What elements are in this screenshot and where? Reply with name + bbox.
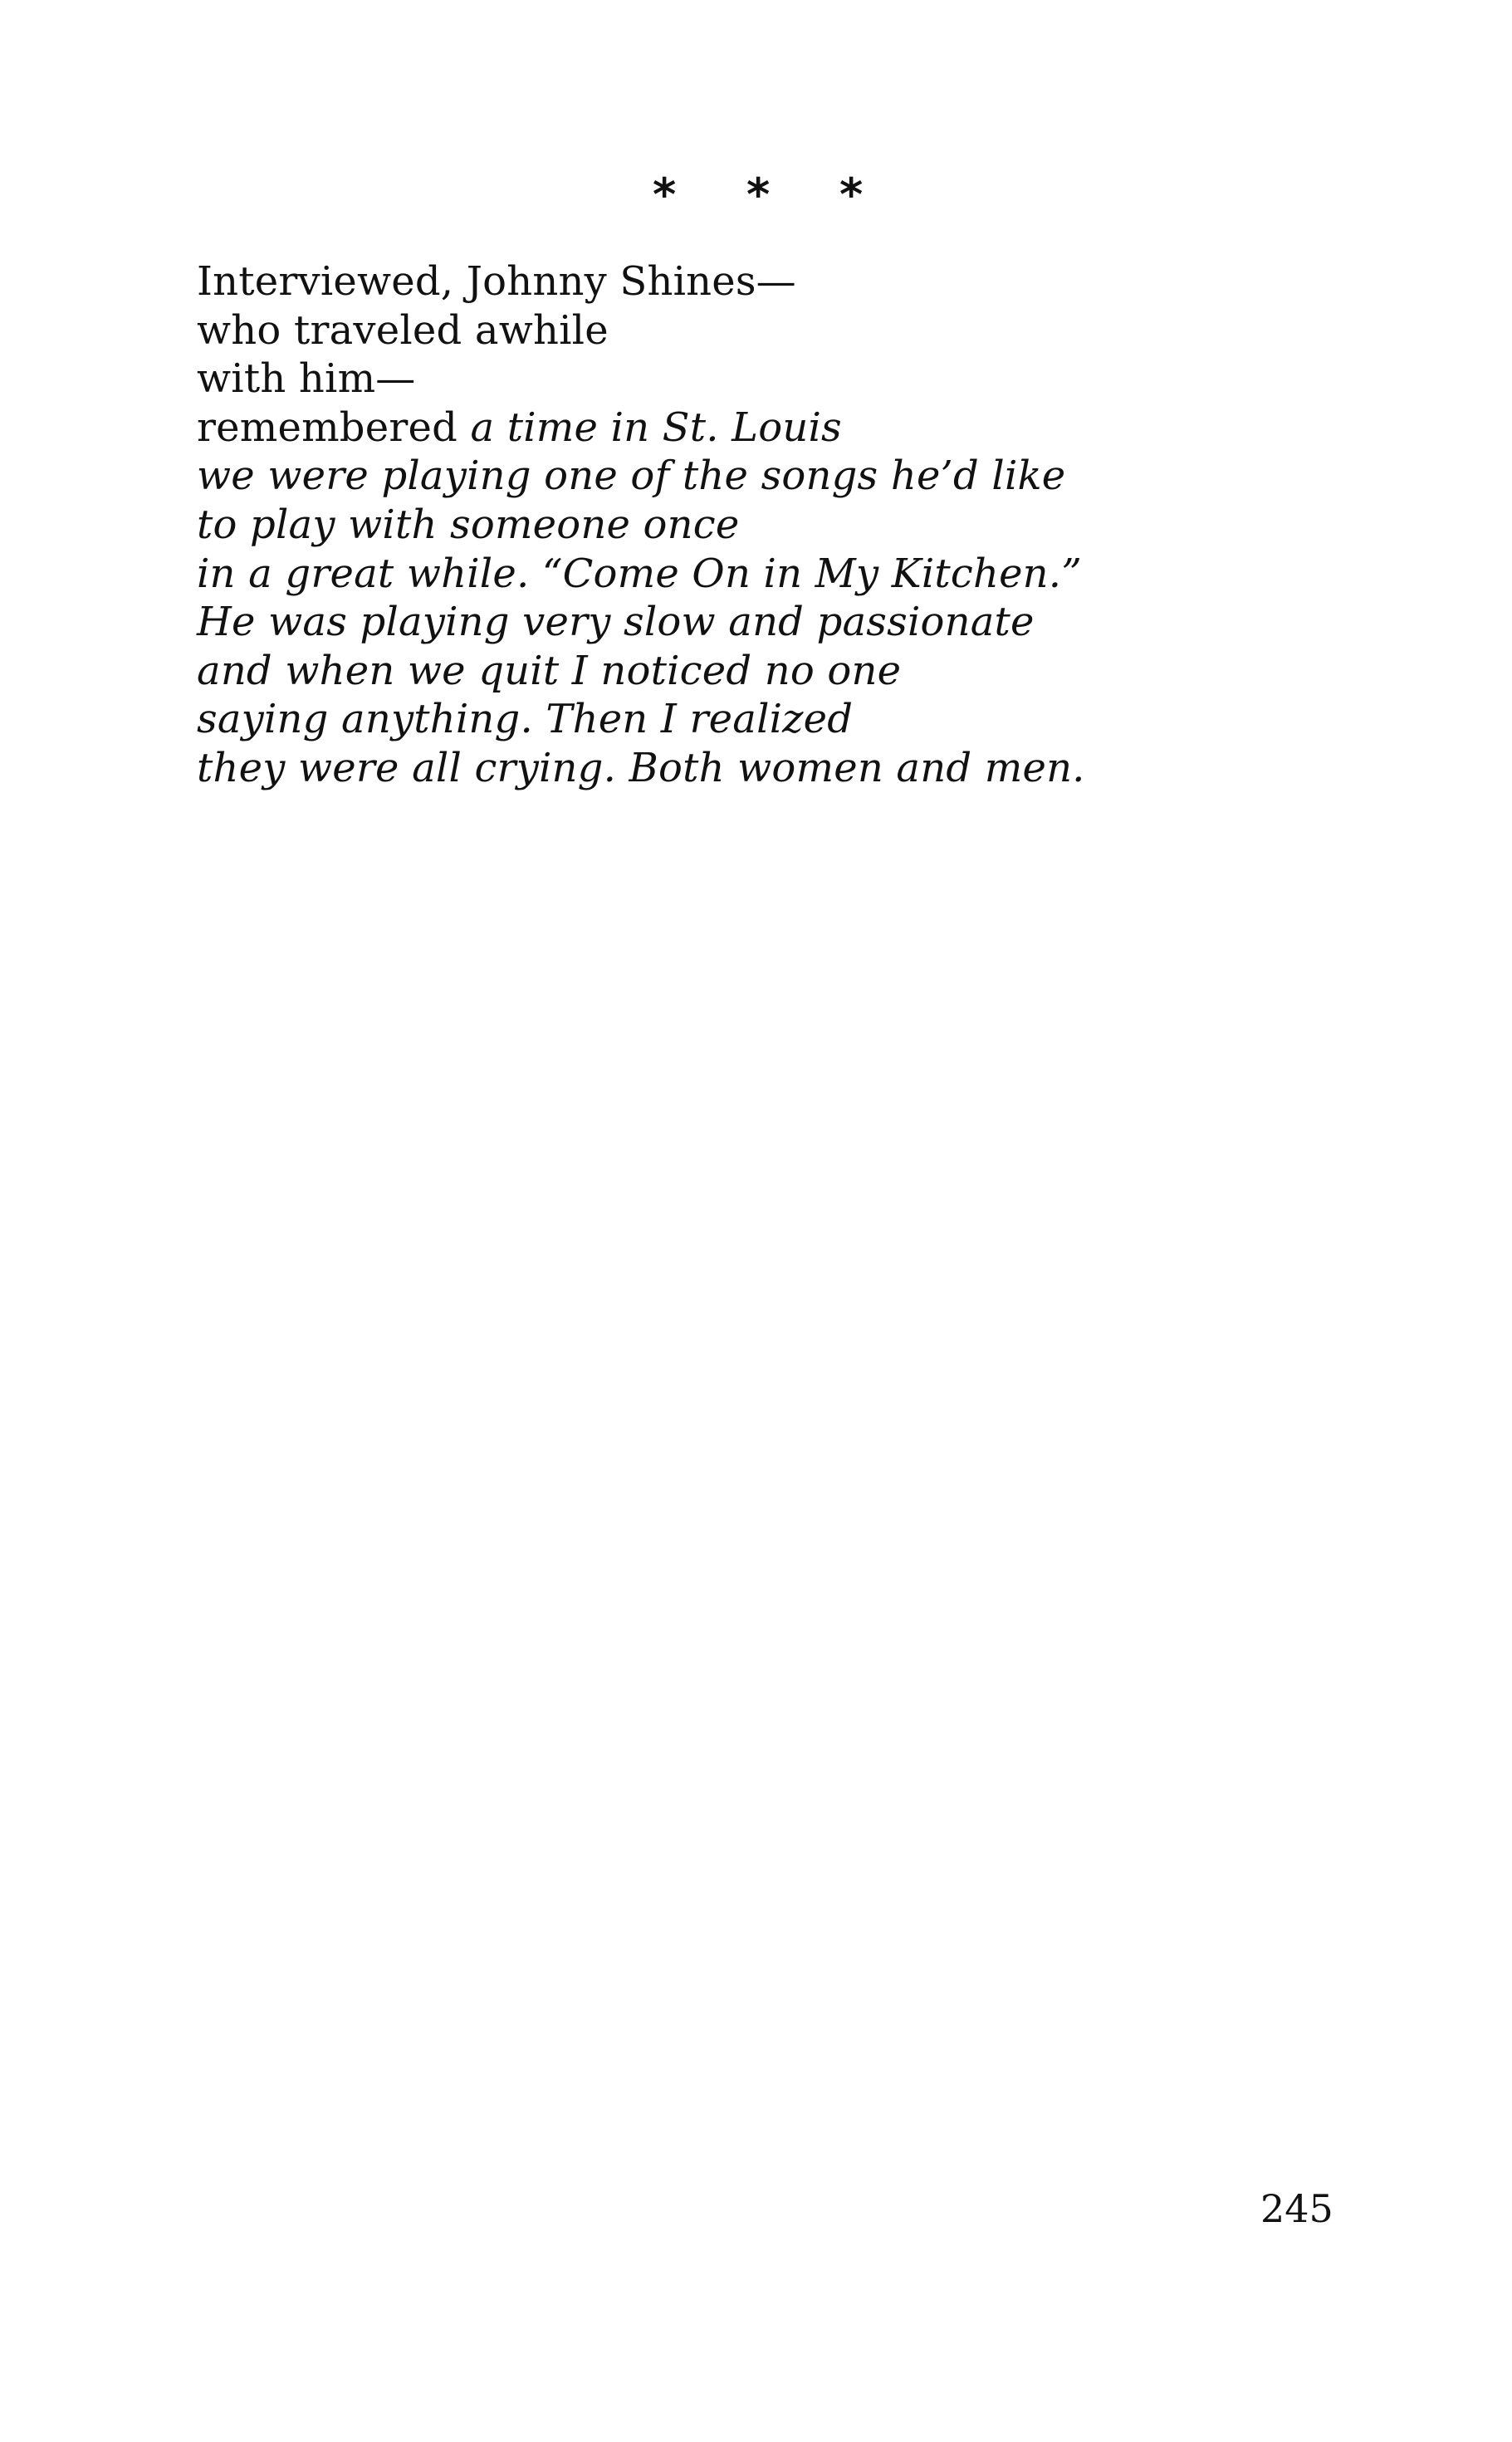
poem-line: with him— bbox=[197, 355, 416, 403]
poem-line-italic: they were all crying. Both women and men. bbox=[197, 744, 1085, 791]
poem-line-italic: saying anything. Then I realized bbox=[197, 696, 854, 743]
asterisk: * bbox=[746, 169, 771, 221]
poem-line-italic-part: a time in St. Louis bbox=[470, 404, 842, 451]
poem-line-italic: we were playing one of the songs he’d like bbox=[197, 453, 1066, 500]
page-number: 245 bbox=[1260, 2186, 1333, 2231]
poem-line: who traveled awhile bbox=[197, 306, 609, 354]
poem-line-italic: He was playing very slow and passionate bbox=[197, 599, 1035, 646]
poem-line bbox=[197, 404, 1276, 453]
poem-line-roman-part: remembered bbox=[197, 404, 471, 451]
poem-line-italic: to play with someone once bbox=[197, 501, 740, 548]
section-break-asterisks bbox=[0, 170, 1512, 220]
poem-line: Interviewed, Johnny Shines— bbox=[197, 258, 796, 305]
poem-line-italic: and when we quit I noticed no one bbox=[197, 647, 902, 694]
asterisk: * bbox=[839, 169, 864, 221]
poem-line-italic: in a great while. “Come On in My Kitchen.” bbox=[197, 550, 1082, 597]
asterisk: * bbox=[653, 169, 677, 221]
poem-stanza bbox=[197, 257, 1276, 793]
